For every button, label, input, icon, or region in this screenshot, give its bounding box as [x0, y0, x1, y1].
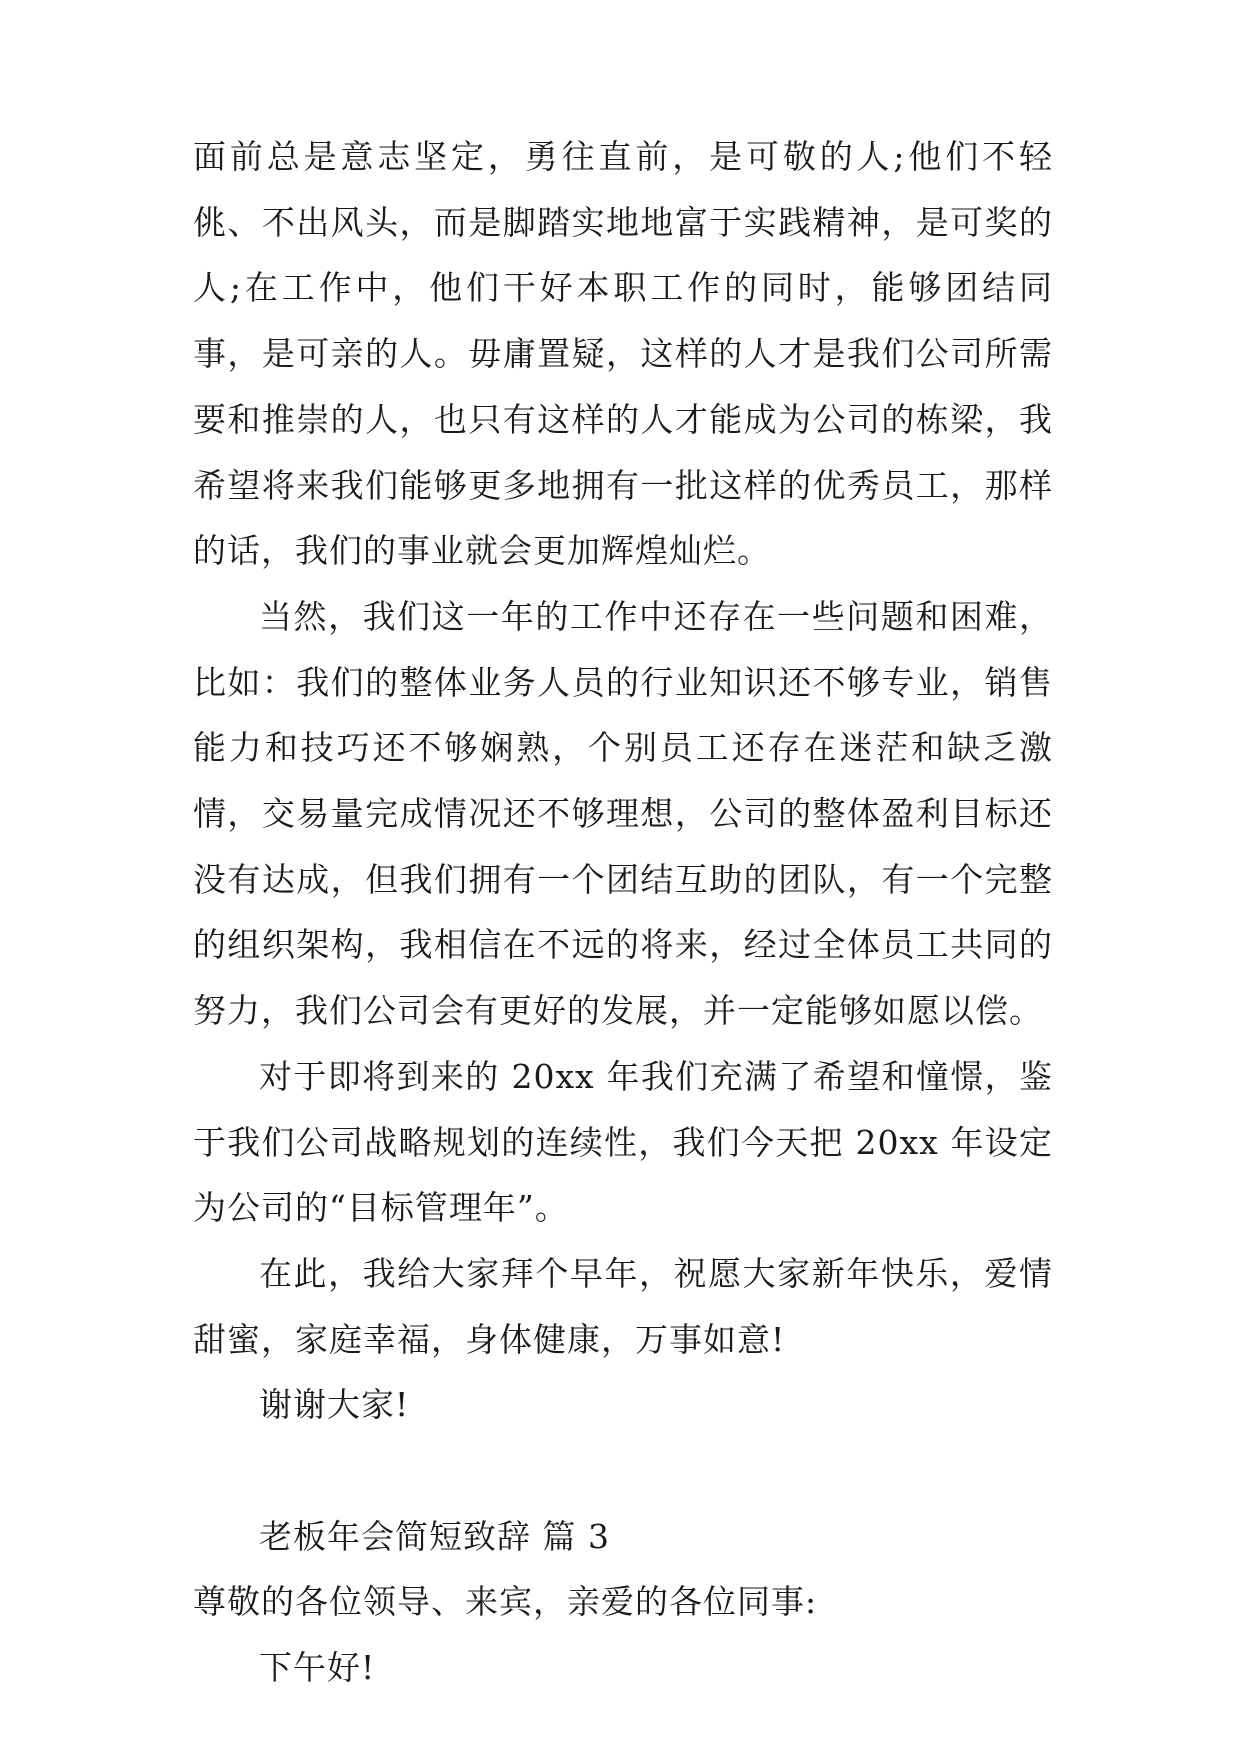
paragraph-wishes: 在此，我给大家拜个早年，祝愿大家新年快乐，爱情甜蜜，家庭幸福，身体健康，万事如意!: [193, 1253, 1053, 1359]
greeting: 下午好!: [259, 1648, 376, 1688]
paragraph-goals: 对于即将到来的 20xx 年我们充满了希望和憧憬，鉴于我们公司战略规划的连续性，我们今天把 20xx 年设定为公司的“目标管理年”。: [193, 1056, 1053, 1228]
document-body: [193, 124, 1053, 1701]
section-heading: 老板年会简短致辞 篇 3: [259, 1516, 610, 1556]
paragraph-continuation: 面前总是意志坚定，勇往直前，是可敬的人;他们不轻佻、不出风头，而是脚踏实地地富于实践精神，是可奖的人;在工作中，他们干好本职工作的同时，能够团结同事，是可亲的人。毋庸置疑，这样的人才是我们公司所需要和推崇的人，也只有这样的人才能成为公司的栋梁，我希望将来我们能够更多地拥有一批这样的优秀员工，那样的话，我们的事业就会更加辉煌灿烂。: [193, 137, 1053, 571]
paragraph-thanks: 谢谢大家!: [259, 1385, 410, 1425]
salutation: 尊敬的各位领导、来宾，亲爱的各位同事:: [193, 1582, 818, 1622]
paragraph-problems: 当然，我们这一年的工作中还存在一些问题和困难，比如：我们的整体业务人员的行业知识还不够专业，销售能力和技巧还不够娴熟，个别员工还存在迷茫和缺乏激情，交易量完成情况还不够理想，公司的整体盈利目标还没有达成，但我们拥有一个团结互助的团队，有一个完整的组织架构，我相信在不远的将来，经过全体员工共同的努力，我们公司会有更好的发展，并一定能够如愿以偿。: [193, 596, 1053, 1031]
section-spacer: [193, 1438, 1053, 1504]
